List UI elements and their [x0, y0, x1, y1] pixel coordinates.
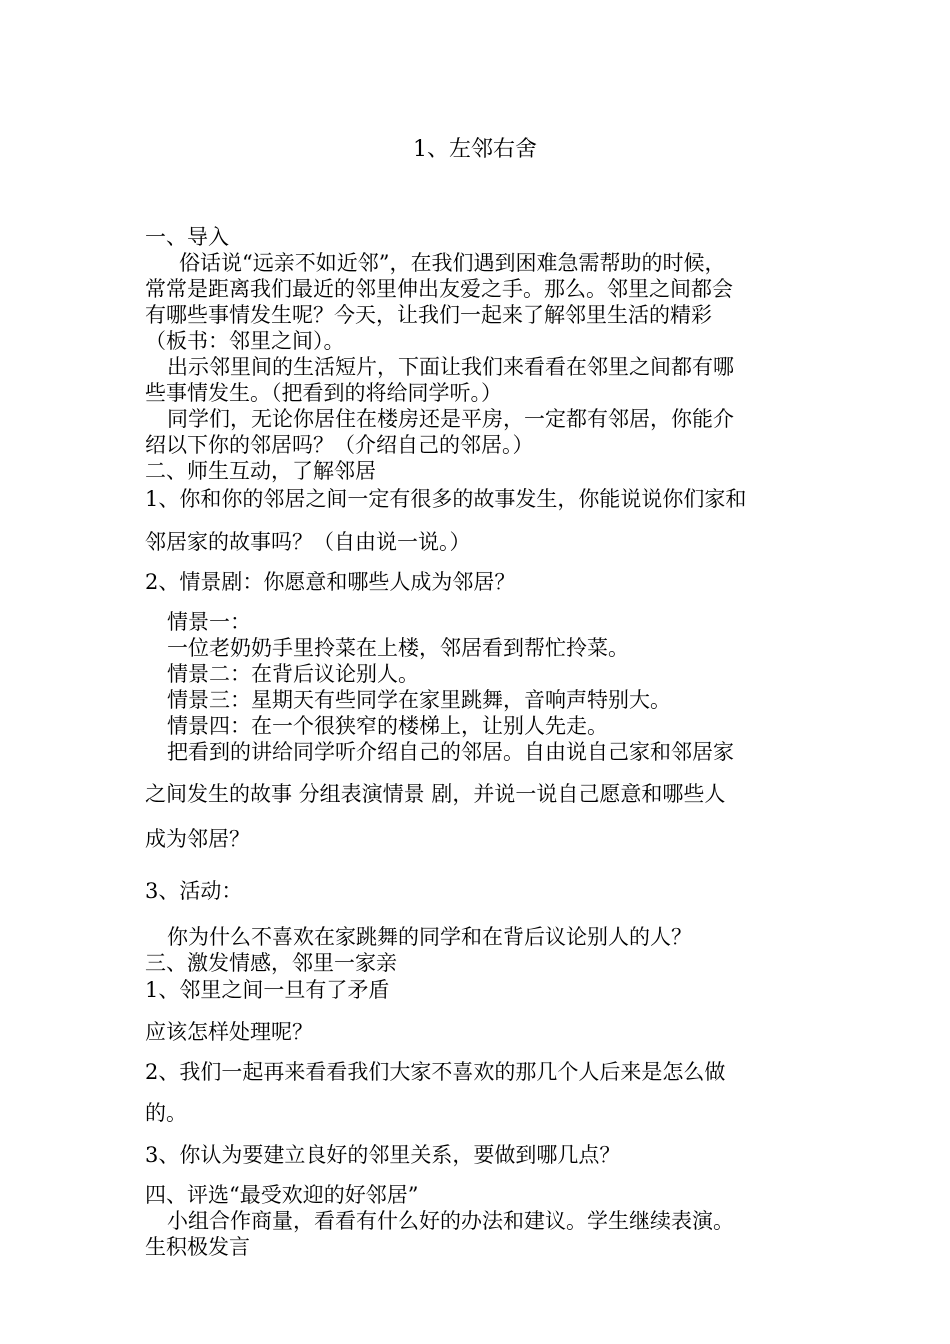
section-heading: 三、激发情感，邻里一家亲 [145, 951, 397, 975]
scenario-line: 情景四：在一个很狭窄的楼梯上，让别人先走。 [167, 714, 608, 738]
paragraph-line: 生积极发言 [145, 1235, 250, 1259]
paragraph-line: （板书：邻里之间）。 [145, 329, 345, 353]
paragraph-line: 同学们，无论你居住在楼房还是平房，一定都有邻居，你能介 [167, 407, 734, 431]
paragraph-line: 邻居家的故事吗？（自由说一说。） [145, 530, 471, 554]
paragraph-line: 3、活动： [145, 879, 243, 903]
paragraph-line: 之间发生的故事 分组表演情景 剧，并说一说自己愿意和哪些人 [145, 782, 726, 806]
paragraph-line: 绍以下你的邻居吗？（介绍自己的邻居。） [145, 433, 534, 457]
scenario-line: 情景三：星期天有些同学在家里跳舞，音响声特别大。 [167, 688, 671, 712]
paragraph-line: 出示邻里间的生活短片，下面让我们来看看在邻里之间都有哪 [167, 355, 734, 379]
paragraph-line: 成为邻居？ [145, 827, 250, 851]
section-heading: 四、评选“最受欢迎的好邻居” [145, 1183, 419, 1207]
scenario-line: 一位老奶奶手里拎菜在上楼，邻居看到帮忙拎菜。 [167, 636, 629, 660]
paragraph-line: 有哪些事情发生呢？今天，让我们一起来了解邻里生活的精彩 [145, 303, 712, 327]
paragraph-line: 1、邻里之间一旦有了矛盾 [145, 978, 390, 1002]
paragraph-line: 把看到的讲给同学听介绍自己的邻居。自由说自己家和邻居家 [167, 740, 734, 764]
paragraph-line: 常常是距离我们最近的邻里伸出友爱之手。那么。邻里之间都会 [145, 277, 733, 301]
paragraph-line: 应该怎样处理呢？ [145, 1020, 313, 1044]
paragraph-line: 2、情景剧：你愿意和哪些人成为邻居？ [145, 570, 516, 594]
paragraph-line: 3、你认为要建立良好的邻里关系，要做到哪几点？ [145, 1143, 621, 1167]
scenario-line: 情景二：在背后议论别人。 [167, 662, 419, 686]
paragraph-line: 你为什么不喜欢在家跳舞的同学和在背后议论别人的人？ [167, 925, 692, 949]
document-title: 1、左邻右舍 [413, 137, 537, 162]
section-heading: 一、导入 [145, 225, 229, 249]
paragraph-line: 小组合作商量，看看有什么好的办法和建议。学生继续表演。 [167, 1209, 734, 1233]
paragraph-line: 1、你和你的邻居之间一定有很多的故事发生，你能说说你们家和 [145, 487, 747, 511]
section-heading: 二、师生互动，了解邻居 [145, 459, 376, 483]
scenario-line: 情景一： [167, 610, 251, 634]
paragraph-line: 的。 [145, 1101, 187, 1125]
paragraph-line: 2、我们一起再来看看我们大家不喜欢的那几个人后来是怎么做 [145, 1060, 726, 1084]
paragraph-line: 些事情发生。（把看到的将给同学听。） [145, 381, 502, 405]
paragraph-line: 俗话说“远亲不如近邻”，在我们遇到困难急需帮助的时候， [179, 251, 726, 275]
